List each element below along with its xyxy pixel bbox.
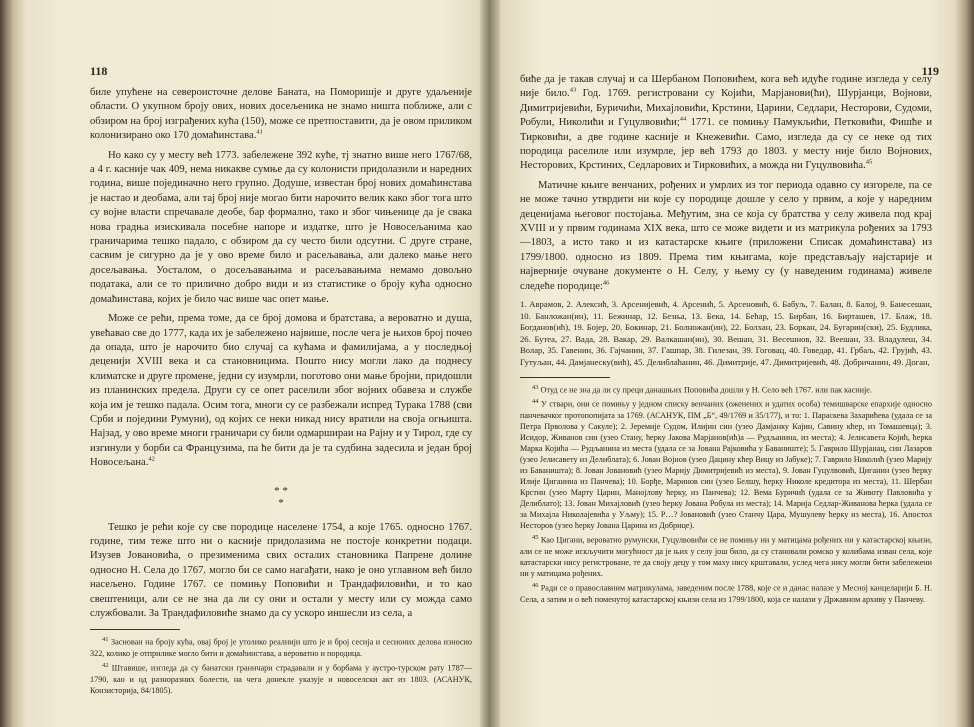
left-page-text <box>90 86 472 697</box>
footnote-rule-right <box>520 377 610 378</box>
right-page-number: 119 <box>921 64 939 78</box>
footnote-44: $^{44}$ У ствари, они се помињу у једном списку венчаних (оженених и удатих особа) темишварске епархије односно панчевачког протопопијата за 1769. (АСАНУК, ПМ „Б“, 49/1769 и 35/177), и то: 1. Параскева Захарићева (удала се за Петра Прволова у Сакуле); 2. Јеремије Судом, Илијин син (узео Дамјанку Кајин, Савину кћер, из Томашевца); 3. Исидор, Живанов син (узео Стану, ћерку Јакова Марјанов(ић)а — Рудљанина, из места); 4. Јелисавета Којић, ћерка Марка Којића — Рудљанина из места (удала се за Јована Рајковића у Баваниште); 5. Гаврило Шурјанац, син Лазаров (узео Јелисавету из Делиблата); 6. Јован Војнов (узео Дацину кћер Вицу из Јабуке); 7. Гаврило Николић (узео Марију из Баваништа); 8. Јован Јовановић (узео Марију Димитријевић из места), 9. Јован Гуцулвовић, Циганин (узео ћерку Илије Циганина из Панчева); 10. Борђе, Маринов син (узео Белшу, ћерку Николе кредитора из места), 11. Шербан Крстин (узео Марту Царин, Манојлову ћерку, из Панчева); 12. Вема Буричић (удала се за Животу Павловића у Делиблато); 13. Јован Михајловић (узео ћерку Јована Робула из места); 14. Марија Седлар-Живанова ћерка (удала се за Михајла Николајевића у Уљму); 15. Р…? Јовановић (узео Станчу Цара, Мушулеву ћерку из места), 16. Апостол Несторов (узео ћерку Јована Царина из Добрице). <box>520 398 933 531</box>
footnote-ref-41: 41 <box>256 128 263 136</box>
right-footnotes <box>520 382 932 605</box>
book-spine <box>480 0 500 727</box>
footnote-43: $^{43}$ Отуд се не зна да ли су преци данашњих Поповића дошли у Н. Село већ 1767. или пак касније. <box>532 383 872 395</box>
left-footnotes <box>90 634 472 695</box>
left-section-paragraph: Тешко је рећи које су све породице населене 1754, а које 1765. односно 1767. године, тим теже што ни о касније придолазима не постоје конкретни подаци. Изузев Јовановића, о презименима свих осталих становника Папрене долине односно Н. Села до 1767. могло би се само нагађати, нако је оно углавном већ било насељено. Године 1767. се помињу Поповићи и Трандафиловићи, и то као свештеници, али се не зна да ли су они и остали у месту или су можда само службовали. За Трандафиловиће знамо да су ускоро иншесли из села, а <box>90 521 472 619</box>
footnote-ref-42: 42 <box>148 455 155 463</box>
footnote-46: $^{46}$ Ради се о православним матрикулама, заведеним после 1788, које се и данас налазе у Месној канцеларији Б. Н. Села, а затим и о већ поменутој катастарској књизи села из 1799/1800, која се налази у Државном архиву у Панчеву. <box>520 581 933 604</box>
footnote-41: $^{41}$ Заснован на броју кућа, овај број је утолико реалнији што је и број сесија и сесионих делова износио 322, колико је отприлике могло бити и домаћинстава, а вероватно и породица. <box>90 636 473 659</box>
right-page-text <box>520 73 932 606</box>
footnote-rule <box>90 629 180 630</box>
right-paragraph-1: биће да је такав случај и са Шербаном Поповићем, кога већ идуће године изгледа у селу није било.$^{43}$ Год. 1769. регистровани су Којићи, Марјанови(ћи), Шурјанци, Војнови, Димитријевићи, Буричићи, Михајловићи, Крстини, Царини, Седлари, Несторови, Судоми, Робули, Николићи и Гуцулвовићи;$^{44}$ 1771. се помињу Памукљићи, Петковићи, Фишће и Тирковићи, а две године касније и Кнежевићи. Само, изгледа да су се неке од тих породица раселиле или изумрле, јер већ 1793 до 1803. у месту није било Војнових, Несторових, Крстиних, Седларових и Тирковићих, а можда ни Гуцулвовића.$^{45}$ <box>520 74 932 172</box>
left-paragraph-3: Може се рећи, према томе, да се број домова и братстава, а вероватно и душа, увећавао све до 1777, када их је забележено највише, после чега је њихов број почео да опада, што је нарочито био случај са кућама и фамилијама, а у последњој деценији XVIII века и са становницима. Пошто нису могли лако да поднесу климатске и друге промене, једни су изумрли, поготово они мање бројни, придошли из планинских предела. Други су се опет раселили због војних обавеза и службе која им је тешко падала. Осим тога, многи су се разбежали испред Турака 1788 (сви Срби и поједини Румуни), од којих се неки никад нису вратили на своја огњишта. Најзад, у ово време многи граничари су били одмаршираи на Рајну и у Тирол, где су изгинули у борби са Французима, па ће бити да је та судбина задесила и један број Новосељана.$^{42}$ <box>90 313 472 469</box>
footnote-45: $^{45}$ Као Цигани, вероватно румунски, Гуцулвовићи се не помињу ни у матицама рођених ни у катастарској књизи, али се не може искључити могућност да је њих у селу још било, да су становали ромско у колибама изван села, које катастарски нису регистроване, те да своју децу у том маху нису крштавали, услед чега нису могли бити забележени ни у матицама рођених. <box>520 534 932 578</box>
footnote-42: $^{42}$ Штавише, изгледа да су банатски граничари страдавали и у борбама у аустро-турском рату 1787—1790, као и од разноразних болести, на чега донекле указује и новоселски акт из 1803. (АСАНУК, Конзисторија, 84/1805). <box>90 662 473 695</box>
section-divider-stars: * * * <box>274 484 288 509</box>
right-paragraph-2: Матичне књиге венчаних, рођених и умрлих из тог периода одавно су изгореле, па се не може тачно утврдити ни које су породице дошле у село у првим, а које у наредним деценијама његовог постојања. Међутим, зна се која су братства у селу живела под крај XVIII и у првим годинама XIX века, што се може видети и из матрикула рођених за 1793—1803, а исто тако и из катастарске књиге (приложени Списак домаћинстава) из 1799/1800. односно из 1809. Према тим књигама, које представљају најстарије и најверније очуване документе о Н. Селу, у њему су (у наведеним годинама) живеле следеће породице:$^{46}$ <box>520 179 932 292</box>
left-page <box>30 0 480 727</box>
left-page-number: 118 <box>90 64 108 78</box>
family-list: 1. Аврамов, 2. Алексић, 3. Арсенијевић, 4. Арсенић, 5. Арсеновић, 6. Бабуљ, 7. Балан, 8. Балој, 9. Банесешан, 10. Банложан(ин), 11. Бежинар, 12. Безња, 13. Бека, 14. Бећар, 15. Бирбан, 16. Бирташев, 17. Блаж, 18. Богданов(ић), 19. Бојер, 20. Бокинар, 21. Болножан(ин), 22. Болхан, 23. Боркан, 24. Бугарин(ски), 25. Будлика, 26. Бутеа, 27. Вада, 28. Вакар, 29. Валкашан(ин), 30. Вешан, 31. Весешнов, 32. Веешан, 33. Владулеш, 34. Волар, 35. Гавенин, 36. Гајчанин, 37. Гашпар, 38. Гилезан, 39. Гоговац, 40. Говедар, 41. Грбаљ, 42. Грујић, 43. Гутуљан, 44. Дамјанеску(вић), 45. Делиблаћанин, 46. Димитрије, 47. Димитријевић, 48. Добричанин, 49. Доган, <box>520 299 932 368</box>
left-paragraph-2: Но како су у месту већ 1773. забележене 392 куће, тј знатно више него 1767/68, а 4 г. касније чак 409, нема никакве сумње да су колонисти придолазили и наредних година, више појединачно него групно. Додуше, известан број нових домаћинстава је настао и деобама, али тај број није могао бити нарочито велик како због тога што су војне власти спречавале деобе, бар формално, тако и због чињенице да је свака нова градња изискивала посебне напоре и издатке, што је Новосељанима као граничарима тешко падало, с обзиром да су често били одсутни. С друге стране, сасвим је сигурно да је у ово време било и расељавања, али далеко мање него досељавања. Уосталом, о досељавањима и расељавањима немамо довољно података, али се то приличнo добро види и из статистике о броју кућа односно домаћинстава, којих је било час више час опет мање. <box>90 149 472 305</box>
right-page <box>500 0 945 727</box>
left-paragraph-1: биле упућене на североисточне делове Баната, на Поморишје и друге удаљеније области. О укупном броју ових, нових досељеника не знамо ништа поближе, али с обзиром на број изграђених кућа (150), може се претпоставити, да је овом приликом колонизирано око 170 домаћинстава.$^{41}$ <box>90 87 472 142</box>
